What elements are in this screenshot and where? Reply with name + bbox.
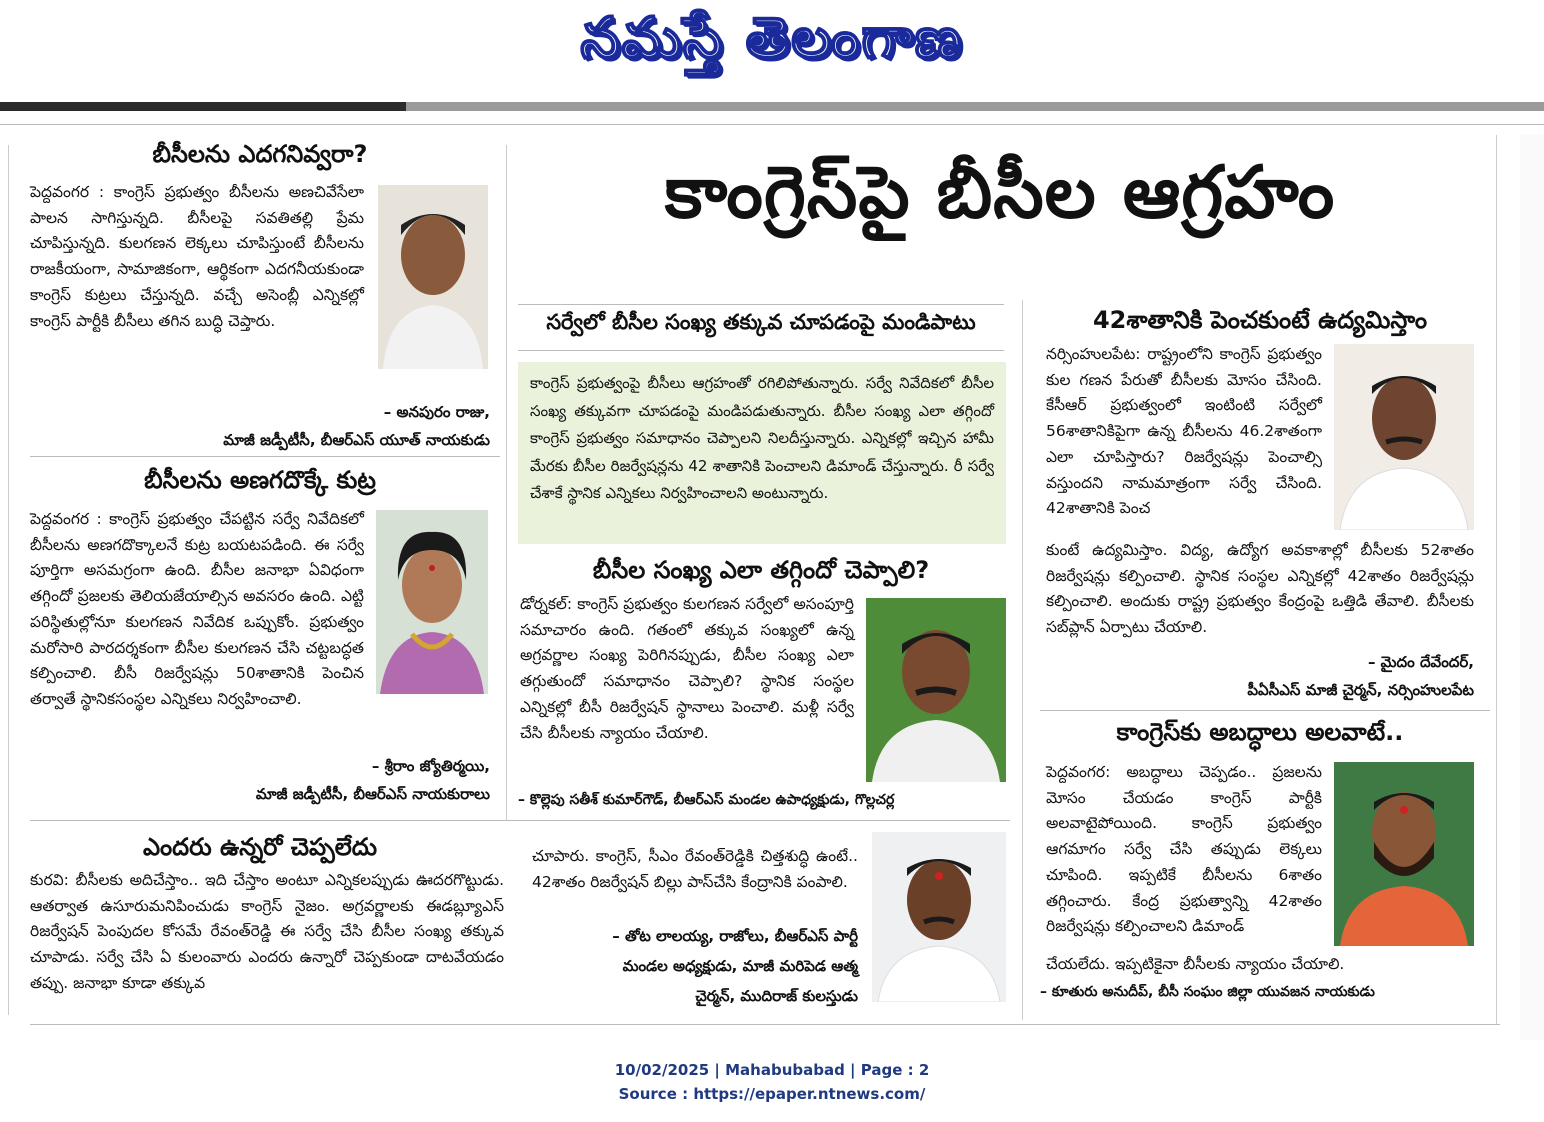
- footer: [0, 1058, 1544, 1106]
- article-signature: – మైదం దేవేందర్,: [1367, 653, 1474, 671]
- masthead-rule-dark: [0, 102, 406, 111]
- person-photo: [1334, 344, 1474, 530]
- divider: [30, 1024, 1500, 1025]
- subheadline: సర్వేలో బీసీల సంఖ్య తక్కువ చూపడంపై మండిపాటు: [546, 310, 976, 334]
- article-body: పెద్దవంగర: అబద్ధాలు చెప్పడం.. ప్రజలను మోసం చేయడం కాంగ్రెస్ పార్టీకి అలవాటైపోయింది. కాంగ్రెస్ ప్రభుత్వం ఆగమాగం సర్వే చేసి తప్పుడు లెక్కలు చూపింది. ఇప్పటికే బీసీలను 6శాతం తగ్గించారు. కేంద్ర ప్రభుత్వాన్ని 42శాతం రిజర్వేషన్లు కల్పించాలని డిమాండ్: [1046, 763, 1322, 936]
- person-photo: [872, 832, 1006, 1002]
- person-photo: [378, 185, 488, 369]
- article-body: కురవి: బీసీలకు అదిచేస్తాం.. ఇది చేస్తాం అంటూ ఎన్నికలప్పుడు ఊదరగొట్టుడు. ఆతర్వాత ఉసూరుమనిపించుడు కాంగ్రెస్ నైజం. అగ్రవర్ణాలకు ఈడబ్ల్యూఎస్ రిజర్వేషన్ పెంపుదల కోసమే రేవంత్‌రెడ్డి ఈ సర్వే చేసి బీసీల సంఖ్య తక్కువ చూపాడు. సర్వే చేసి ఏ కులంవారు ఎందరు ఉన్నారో చెప్పకుండా దాటవేయడం తప్పు. జనాభా కూడా తక్కువ: [30, 871, 504, 992]
- article-signature: మండల అధ్యక్షుడు, మాజీ మరిపెడ ఆత్మ: [622, 957, 858, 975]
- article-body: డోర్నకల్: కాంగ్రెస్ ప్రభుత్వం కులగణన సర్వేలో అసంపూర్తి సమాచారం ఉంది. గతంలో తక్కువ సంఖ్యలో ఉన్న అగ్రవర్ణాల సంఖ్య పెరిగినప్పుడు, బీసీల సంఖ్య ఎలా తగ్గుతుందో సమాధానం చెప్పాలి? స్థానిక సంస్థల ఎన్నికల్లో బీసీ రిజర్వేషన్ స్థానాలు పెంచాలి. మళ్లీ సర్వే చేసి బీసీలకు న్యాయం చేయాలి.: [520, 595, 854, 742]
- main-headline: కాంగ్రెస్‌పై బీసీల ఆగ్రహం: [664, 150, 1336, 234]
- divider: [1496, 135, 1497, 1025]
- person-photo: [376, 510, 488, 694]
- article-body: కుంటే ఉద్యమిస్తాం. విద్య, ఉద్యోగ అవకాశాల్లో బీసీలకు 52శాతం రిజర్వేషన్లు కల్పించాలి. స్థానిక సంస్థల ఎన్నికల్లో 42శాతం రిజర్వేషన్లు కల్పించాలి. అందుకు రాష్ట్ర ప్రభుత్వం కేంద్రంపై ఒత్తిడి తేవాలి. బీసీలకు సబ్‌ప్లాన్ ఏర్పాటు చేయాలి.: [1046, 541, 1474, 637]
- newspaper-logo: నమస్తే తెలంగాణ: [580, 6, 964, 71]
- article-signature: పీఏసీఎస్ మాజీ చైర్మన్, నర్సింహులపేట: [1247, 681, 1474, 699]
- article-title: బీసీల సంఖ్య ఎలా తగ్గిందో చెప్పాలి?: [592, 556, 930, 584]
- person-photo: [1334, 762, 1474, 946]
- article-signature: చైర్మన్, ముదిరాజ్ కులస్తుడు: [695, 987, 858, 1005]
- person-photo: [866, 598, 1006, 782]
- article-body: పెద్దవంగర : కాంగ్రెస్ ప్రభుత్వం చేపట్టిన సర్వే నివేదికలో బీసీలను అణగదొక్కాలనే కుట్ర బయటపడింది. ఈ సర్వే పూర్తిగా అసమగ్రంగా ఉంది. బీసీల జనాభా ఏవిధంగా తగ్గిందో ప్రజలకు తెలియజేయాల్సిన అవసరం ఉంది. ఎట్టి పరిస్థితుల్లోనూ కులగణన నివేదిక ఒప్పుకోం. ప్రభుత్వం మరోసారి పారదర్శకంగా బీసీల కులగణన చేసి చట్టబద్ధత కల్పించాలి. బీసీ రిజర్వేషన్లు 50శాతానికి పెంచిన తర్వాతే స్థానికసంస్థల ఎన్నికలు నిర్వహించాలి.: [30, 510, 364, 708]
- divider: [30, 456, 500, 457]
- article-signature: మాజీ జడ్పీటీసీ, బీఆర్ఎస్ యూత్ నాయకుడు: [223, 431, 490, 449]
- article-body: చేయలేదు. ఇప్పటికైనా బీసీలకు న్యాయం చేయాలి.: [1046, 955, 1345, 973]
- divider: [30, 820, 1010, 821]
- article-body: చూపారు. కాంగ్రెస్, సీఎం రేవంత్‌రెడ్డికి చిత్తశుద్ధి ఉంటే.. 42శాతం రిజర్వేషన్ బిల్లు పాస్‌చేసి కేంద్రానికి పంపాలి.: [532, 847, 858, 891]
- intro-text: కాంగ్రెస్ ప్రభుత్వంపై బీసీలు ఆగ్రహంతో రగిలిపోతున్నారు. సర్వే నివేదికలో బీసీల సంఖ్య తక్కువగా చూపడంపై మండిపడుతున్నారు. బీసీల సంఖ్య ఎలా తగ్గిందో కాంగ్రెస్ ప్రభుత్వం సమాధానం చెప్పాలని నిలదీస్తున్నారు. ఎన్నికల్లో ఇచ్చిన హామీ మేరకు బీసీల రిజర్వేషన్లను 42 శాతానికి పెంచాలని డిమాండ్ చేస్తున్నారు. రీ సర్వే చేశాకే స్థానిక ఎన్నికలు నిర్వహించాలని అంటున్నారు.: [530, 374, 994, 502]
- adjacent-column-strip: [1520, 134, 1544, 1040]
- article-signature: మాజీ జడ్పీటీసీ, బీఆర్ఎస్ నాయకురాలు: [255, 785, 490, 803]
- article-signature: – కూతురు అనుదీప్, బీసీ సంఘం జిల్లా యువజన నాయకుడు: [1040, 984, 1375, 1000]
- divider: [8, 145, 9, 1015]
- divider: [506, 145, 507, 820]
- divider: [518, 350, 1004, 351]
- divider: [1022, 300, 1023, 1020]
- article-title: 42శాతానికి పెంచకుంటే ఉద్యమిస్తాం: [1092, 306, 1428, 334]
- masthead-rule-grey: [406, 102, 1544, 111]
- divider: [518, 304, 1004, 305]
- article-signature: – శ్రీరాం జ్యోతిర్మయి,: [371, 757, 490, 775]
- article-signature: – అనపురం రాజు,: [383, 403, 490, 421]
- footer-date-line: 10/02/2025 | Mahabubabad | Page : 2: [614, 1061, 930, 1079]
- article-title: ఎందరు ఉన్నరో చెప్పలేదు: [142, 833, 378, 861]
- article-body: పెద్దవంగర : కాంగ్రెస్ ప్రభుత్వం బీసీలను అణచివేసేలా పాలన సాగిస్తున్నది. బీసీలపై సవతితల్లి ప్రేమ చూపిస్తున్నది. కులగణన లెక్కలు చూపిస్తుంటే బీసీలను రాజకీయంగా, సామాజికంగా, ఆర్థికంగా ఎదగనీయకుండా కాంగ్రెస్ కుట్రలు చేస్తున్నది. వచ్చే అసెంబ్లీ ఎన్నికల్లో కాంగ్రెస్ పార్టీకి బీసీలు తగిన బుద్ధి చెప్తారు.: [30, 183, 364, 330]
- masthead: [0, 0, 1544, 100]
- article-signature: – తోట లాలయ్య, రాజోలు, బీఆర్ఎస్ పార్టీ: [612, 927, 858, 945]
- footer-source-line: Source : https://epaper.ntnews.com/: [618, 1085, 926, 1103]
- article-body: నర్సింహులపేట: రాష్ట్రంలోని కాంగ్రెస్ ప్రభుత్వం కుల గణన పేరుతో బీసీలకు మోసం చేసింది. కేసీఆర్ ప్రభుత్వంలో ఇంటింటి సర్వేలో 56శాతానికిపైగా ఉన్న బీసీలను 46.2శాతంగా ఎలా చూపిస్తారు? రిజర్వేషన్లు పెంచాల్సి వస్తుందని నామమాత్రంగా సర్వే చేసింది. 42శాతానికి పెంచ: [1046, 345, 1322, 518]
- divider: [0, 124, 1544, 125]
- article-title: బీసీలను ఎదగనివ్వరా?: [152, 140, 368, 168]
- article-title: కాంగ్రెస్‌కు అబద్ధాలు అలవాటే..: [1116, 718, 1404, 746]
- article-signature: – కొల్లెపు సతీశ్ కుమార్‌గౌడ్, బీఆర్ఎస్ మండల ఉపాధ్యక్షుడు, గొల్లచర్ల: [518, 792, 895, 808]
- divider: [1040, 710, 1490, 711]
- article-title: బీసీలను అణగదొక్కే కుట్ర: [144, 466, 376, 494]
